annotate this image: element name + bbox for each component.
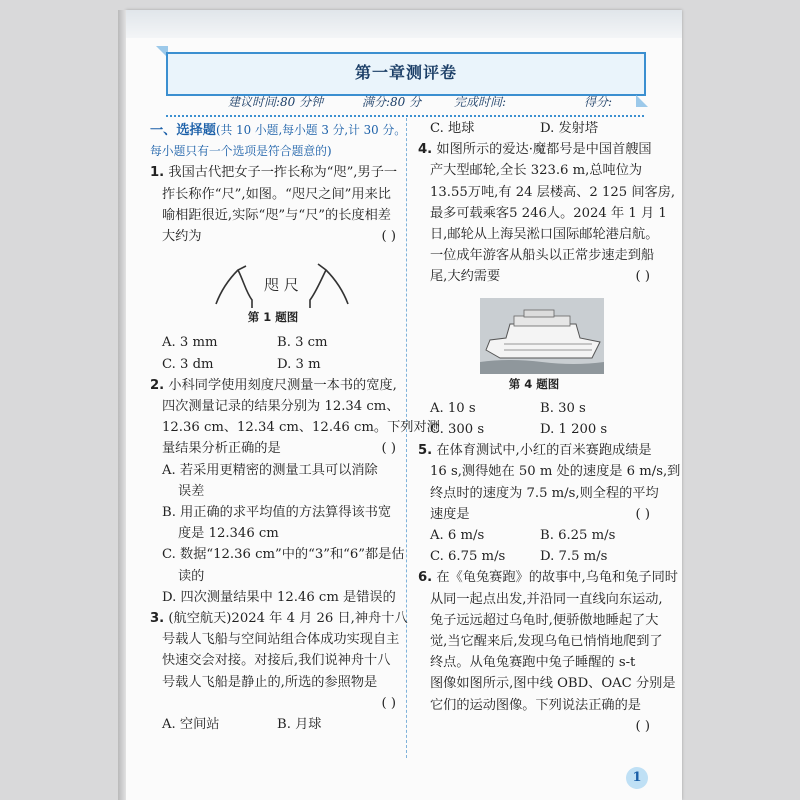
question-number: 4. [418, 142, 433, 158]
chapter-header [166, 52, 646, 96]
full-score: 满分:80 分 [362, 95, 422, 109]
score-field: 得分: [584, 95, 613, 109]
page-title: 第一章测评卷 [354, 63, 457, 82]
answer-blank[interactable]: ( ) [635, 718, 650, 734]
cruise-ship-image [480, 298, 604, 374]
question-3 [150, 608, 408, 735]
question-text: 我国古代把女子一拃长称为“咫”,男子一 [168, 165, 398, 181]
question-text: (航空航天)2024 年 4 月 26 日,神舟十八 [168, 611, 408, 627]
option-b[interactable]: B. 6.25 m/s [540, 528, 616, 544]
question-text: 从同一起点出发,并沿同一直线向东运动, [430, 591, 663, 607]
option-b-cont: 度是 12.346 cm [178, 526, 279, 542]
question-number: 3. [150, 611, 165, 627]
option-d[interactable]: D. 发射塔 [540, 121, 599, 136]
question-text: 喻相距很近,实际“咫”与“尺”的长度相差 [162, 207, 391, 223]
option-c-cont: 读的 [178, 568, 205, 584]
question-text: 小科同学使用刻度尺测量一本书的宽度, [168, 377, 397, 393]
figure-label: 咫 尺 [264, 276, 299, 294]
question-text: 号载人飞船与空间站组合体成功实现自主 [162, 632, 400, 648]
question-text: 大约为 [162, 229, 202, 245]
question-number: 5. [418, 443, 433, 459]
question-text: 终点。从龟兔赛跑中兔子睡醒的 s-t [430, 655, 636, 671]
option-c[interactable]: C. 6.75 m/s [430, 549, 506, 565]
option-a[interactable]: A. 10 s [430, 400, 476, 416]
question-text: 在《龟兔赛跑》的故事中,乌龟和兔子同时 [436, 570, 678, 586]
option-c[interactable]: C. 3 dm [162, 356, 214, 372]
option-b[interactable]: B. 30 s [540, 400, 586, 416]
question-text: 觉,当它醒来后,发现乌龟已悄悄地爬到了 [430, 634, 663, 650]
hand-span-figure [212, 258, 352, 310]
question-2 [150, 375, 440, 608]
question-text: 在体育测试中,小红的百米赛跑成绩是 [436, 443, 652, 459]
question-text: 日,邮轮从上海吴淞口国际邮轮港启航。 [430, 227, 659, 243]
answer-blank[interactable]: ( ) [381, 229, 396, 245]
question-6 [418, 567, 678, 736]
option-d[interactable]: D. 7.5 m/s [540, 549, 608, 565]
figure-caption: 第 1 题图 [247, 310, 299, 325]
option-b[interactable]: B. 月球 [277, 716, 322, 732]
section-title: 一、选择题 [150, 123, 216, 138]
option-a[interactable]: A. 6 m/s [430, 528, 485, 544]
question-text: 一位成年游客从船头以正常步速走到船 [430, 248, 655, 264]
question-text: 图像如图所示,图中线 OBD、OAC 分别是 [430, 676, 676, 692]
question-text: 量结果分析正确的是 [162, 441, 281, 457]
question-text: 兔子远远超过乌龟时,便骄傲地睡起了大 [430, 612, 659, 628]
answer-blank[interactable]: ( ) [635, 506, 650, 522]
question-text: 号载人飞船是静止的,所选的参照物是 [162, 674, 378, 690]
question-number: 6. [418, 570, 433, 586]
suggested-time: 建议时间:80 分钟 [228, 95, 324, 109]
option-c[interactable]: C. 地球 [430, 121, 475, 136]
right-column [418, 118, 681, 737]
option-a-cont: 误差 [178, 483, 205, 499]
option-a[interactable]: A. 空间站 [162, 716, 220, 732]
finish-time: 完成时间: [454, 95, 507, 109]
question-text: 它们的运动图像。下列说法正确的是 [430, 697, 641, 713]
question-text: 产大型邮轮,全长 323.6 m,总吨位为 [430, 163, 643, 179]
header-corner-decoration [636, 95, 648, 107]
question-text: 16 s,测得她在 50 m 处的速度是 6 m/s,到 [430, 464, 681, 480]
question-text: 尾,大约需要 [430, 269, 501, 285]
question-number: 2. [150, 377, 165, 393]
option-d[interactable]: D. 1 200 s [540, 422, 608, 438]
option-b[interactable]: B. 用正确的求平均值的方法算得该书宽 [162, 505, 392, 521]
question-text: 终点时的速度为 7.5 m/s,则全程的平均 [430, 485, 659, 501]
question-text: 速度是 [430, 506, 470, 522]
question-text: 如图所示的爱达·魔都号是中国首艘国 [436, 142, 652, 158]
question-text: 12.36 cm、12.34 cm、12.46 cm。下列对测 [162, 420, 440, 436]
question-text: 拃长称作“尺”,如图。“咫尺之间”用来比 [162, 186, 391, 202]
left-column [150, 120, 440, 735]
option-a[interactable]: A. 3 mm [162, 335, 218, 351]
question-text: 四次测量记录的结果分别为 12.34 cm、 [162, 399, 400, 415]
question-text: 13.55万吨,有 24 层楼高、2 125 间客房, [430, 184, 676, 200]
answer-blank[interactable]: ( ) [381, 695, 396, 711]
question-5 [418, 440, 681, 567]
question-4 [418, 139, 676, 440]
option-d[interactable]: D. 3 m [277, 356, 321, 372]
option-c[interactable]: C. 数据“12.36 cm”中的“3”和“6”都是估 [162, 547, 405, 563]
option-b[interactable]: B. 3 cm [277, 335, 328, 351]
option-d[interactable]: D. 四次测量结果中 12.46 cm 是错误的 [162, 589, 396, 605]
answer-blank[interactable]: ( ) [635, 269, 650, 285]
question-text: 最多可载乘客5 246人。2024 年 1 月 1 [430, 205, 667, 221]
exam-info-bar [166, 93, 644, 117]
figure-caption: 第 4 题图 [508, 376, 560, 391]
option-c[interactable]: C. 300 s [430, 422, 485, 438]
section-note: 每小题只有一个选项是符合题意的) [150, 144, 332, 159]
question-number: 1. [150, 165, 165, 181]
section-note: (共 10 小题,每小题 3 分,计 30 分。 [215, 123, 407, 137]
page-number: 1 [626, 767, 648, 789]
question-text: 快速交会对接。对接后,我们说神舟十八 [162, 653, 391, 669]
answer-blank[interactable]: ( ) [381, 441, 396, 457]
page-top-shadow [126, 10, 682, 38]
option-a[interactable]: A. 若采用更精密的测量工具可以消除 [162, 462, 378, 478]
